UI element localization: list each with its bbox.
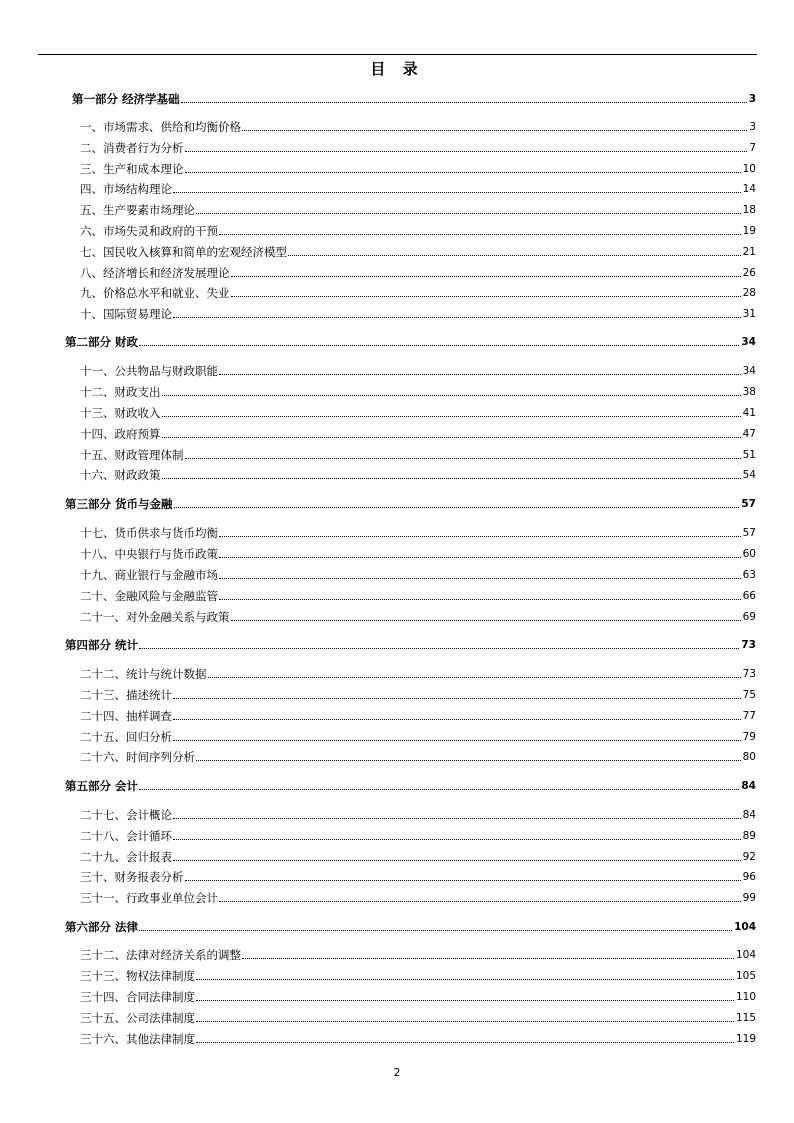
dot-leader (185, 879, 741, 881)
toc-entry-label: 二十八、会计循环 (80, 829, 172, 843)
toc-entry[interactable] (80, 1009, 756, 1025)
toc-entry-label: 十九、商业银行与金融市场 (80, 568, 218, 582)
dot-leader (173, 316, 741, 318)
dot-leader (139, 788, 739, 790)
toc-entry[interactable] (80, 728, 756, 744)
toc-entry-page: 18 (742, 204, 756, 216)
toc-entry-page: 99 (742, 892, 756, 904)
toc-entry-label: 二十九、会计报表 (80, 850, 172, 864)
toc-entry[interactable] (80, 1030, 756, 1046)
toc-entry-label: 第六部分 法律 (65, 920, 139, 934)
toc-entry-page: 84 (742, 809, 756, 821)
dot-leader (196, 759, 741, 761)
toc-entry-page: 110 (735, 991, 756, 1003)
toc-entry-label: 十三、财政收入 (80, 406, 161, 420)
dot-leader (173, 697, 741, 699)
dot-leader (196, 212, 741, 214)
toc-entry[interactable] (80, 587, 756, 603)
toc-entry-page: 104 (734, 921, 756, 933)
toc-entry[interactable] (80, 967, 756, 983)
toc-entry-label: 十二、财政支出 (80, 385, 161, 399)
toc-entry[interactable] (80, 686, 756, 702)
page-number: 2 (393, 1067, 401, 1079)
toc-entry-page: 63 (742, 569, 756, 581)
toc-entry-page: 73 (741, 639, 756, 651)
dot-leader (185, 171, 741, 173)
toc-entry-label: 二十四、抽样调查 (80, 709, 172, 723)
toc-entry-page: 38 (742, 386, 756, 398)
toc-entry[interactable] (80, 466, 756, 482)
toc-entry-label: 三十二、法律对经济关系的调整 (80, 948, 241, 962)
toc-entry-page: 14 (742, 183, 756, 195)
toc-entry-page: 105 (735, 970, 756, 982)
dot-leader (196, 1020, 734, 1022)
toc-entry-label: 六、市场失灵和政府的干预 (80, 224, 218, 238)
toc-part-entry[interactable] (72, 90, 756, 106)
dot-leader (173, 718, 741, 720)
toc-title: 目 录 (370, 60, 424, 78)
toc-entry[interactable] (80, 988, 756, 1004)
toc-entry[interactable] (80, 284, 756, 300)
toc-entry-label: 二十二、统计与统计数据 (80, 667, 207, 681)
toc-entry-page: 51 (742, 449, 756, 461)
dot-leader (185, 457, 741, 459)
dot-leader (288, 254, 741, 256)
toc-entry-page: 7 (749, 142, 756, 154)
toc-entry-label: 五、生产要素市场理论 (80, 203, 195, 217)
toc-entry-page: 57 (742, 527, 756, 539)
toc-entry[interactable] (80, 243, 756, 259)
toc-entry-page: 10 (742, 163, 756, 175)
dot-leader (162, 394, 741, 396)
toc-entry[interactable] (80, 748, 756, 764)
toc-entry[interactable] (80, 139, 756, 155)
toc-entry-page: 34 (741, 336, 756, 348)
toc-entry-page: 89 (742, 830, 756, 842)
dot-leader (173, 817, 741, 819)
dot-leader (196, 978, 734, 980)
toc-entry-page: 19 (742, 225, 756, 237)
dot-leader (219, 556, 741, 558)
toc-entry-label: 十四、政府预算 (80, 427, 161, 441)
dot-leader (196, 1041, 734, 1043)
toc-entry[interactable] (80, 827, 756, 843)
toc-entry[interactable] (80, 264, 756, 280)
toc-entry-label: 七、国民收入核算和简单的宏观经济模型 (80, 245, 287, 259)
dot-leader (139, 647, 739, 649)
toc-entry-label: 四、市场结构理论 (80, 182, 172, 196)
toc-entry-label: 十八、中央银行与货币政策 (80, 547, 218, 561)
dot-leader (162, 415, 741, 417)
toc-entry-label: 十、国际贸易理论 (80, 307, 172, 321)
toc-entry-page: 84 (741, 780, 756, 792)
toc-entry-label: 第三部分 货币与金融 (65, 497, 173, 511)
toc-entry[interactable] (80, 222, 756, 238)
toc-entry-label: 十一、公共物品与财政职能 (80, 364, 218, 378)
toc-entry-page: 57 (741, 498, 756, 510)
toc-entry-label: 九、价格总水平和就业、失业 (80, 286, 230, 300)
toc-entry-label: 三、生产和成本理论 (80, 162, 184, 176)
dot-leader (231, 619, 741, 621)
dot-leader (219, 598, 741, 600)
toc-entry-label: 二十七、会计概论 (80, 808, 172, 822)
toc-part-entry[interactable] (65, 777, 756, 793)
toc-entry[interactable] (80, 889, 756, 905)
dot-leader (139, 929, 732, 931)
toc-entry-label: 二、消费者行为分析 (80, 141, 184, 155)
dot-leader (219, 577, 741, 579)
toc-entry-label: 十七、货币供求与货币均衡 (80, 526, 218, 540)
dot-leader (219, 373, 741, 375)
toc-entry[interactable] (80, 180, 756, 196)
toc-part-entry[interactable] (65, 495, 756, 511)
dot-leader (196, 999, 734, 1001)
dot-leader (174, 506, 740, 508)
toc-entry-page: 21 (742, 246, 756, 258)
toc-entry-page: 54 (742, 469, 756, 481)
toc-entry-page: 34 (742, 365, 756, 377)
toc-entry-label: 二十三、描述统计 (80, 688, 172, 702)
toc-entry-page: 80 (742, 751, 756, 763)
toc-entry-page: 3 (748, 93, 756, 105)
toc-entry[interactable] (80, 848, 756, 864)
dot-leader (219, 233, 741, 235)
toc-entry-label: 第一部分 经济学基础 (72, 92, 180, 106)
toc-entry[interactable] (80, 404, 756, 420)
toc-entry-page: 41 (742, 407, 756, 419)
dot-leader (231, 295, 741, 297)
toc-entry[interactable] (80, 946, 756, 962)
toc-entry-label: 三十五、公司法律制度 (80, 1011, 195, 1025)
toc-entry[interactable] (80, 383, 756, 399)
dot-leader (173, 859, 741, 861)
toc-entry-label: 三十、财务报表分析 (80, 870, 184, 884)
toc-entry-page: 3 (749, 121, 756, 133)
dot-leader (162, 477, 741, 479)
toc-entry[interactable] (80, 524, 756, 540)
dot-leader (173, 191, 741, 193)
toc-entry-page: 119 (735, 1033, 756, 1045)
toc-entry-label: 第四部分 统计 (65, 638, 139, 652)
toc-entry-page: 26 (742, 267, 756, 279)
header-rule (38, 54, 757, 55)
toc-entry[interactable] (80, 707, 756, 723)
toc-entry-label: 三十一、行政事业单位会计 (80, 891, 218, 905)
toc-entry[interactable] (80, 160, 756, 176)
dot-leader (242, 129, 747, 131)
toc-entry-label: 二十六、时间序列分析 (80, 750, 195, 764)
dot-leader (181, 101, 747, 103)
toc-entry[interactable] (80, 118, 756, 134)
toc-entry[interactable] (80, 868, 756, 884)
dot-leader (208, 676, 741, 678)
toc-entry[interactable] (80, 545, 756, 561)
toc-entry[interactable] (80, 608, 756, 624)
toc-entry-page: 73 (742, 668, 756, 680)
toc-entry-label: 三十四、合同法律制度 (80, 990, 195, 1004)
toc-entry-page: 77 (742, 710, 756, 722)
toc-entry-label: 一、市场需求、供给和均衡价格 (80, 120, 241, 134)
toc-entry[interactable] (80, 362, 756, 378)
toc-entry-page: 66 (742, 590, 756, 602)
toc-part-entry[interactable] (65, 918, 756, 934)
dot-leader (185, 150, 748, 152)
toc-entry-label: 第二部分 财政 (65, 335, 139, 349)
toc-entry-page: 69 (742, 611, 756, 623)
dot-leader (219, 900, 741, 902)
toc-entry[interactable] (80, 806, 756, 822)
toc-entry[interactable] (80, 425, 756, 441)
toc-entry-page: 104 (735, 949, 756, 961)
dot-leader (242, 957, 734, 959)
toc-entry-label: 二十一、对外金融关系与政策 (80, 610, 230, 624)
dot-leader (231, 275, 741, 277)
toc-entry[interactable] (80, 201, 756, 217)
dot-leader (162, 436, 741, 438)
toc-entry-label: 第五部分 会计 (65, 779, 139, 793)
toc-entry-page: 31 (742, 308, 756, 320)
toc-entry-page: 75 (742, 689, 756, 701)
toc-entry-page: 92 (742, 851, 756, 863)
toc-entry-label: 三十三、物权法律制度 (80, 969, 195, 983)
dot-leader (173, 739, 741, 741)
toc-entry-page: 79 (742, 731, 756, 743)
toc-part-entry[interactable] (65, 636, 756, 652)
toc-entry-page: 115 (735, 1012, 756, 1024)
toc-entry-label: 十五、财政管理体制 (80, 448, 184, 462)
toc-entry-label: 二十五、回归分析 (80, 730, 172, 744)
toc-entry[interactable] (80, 665, 756, 681)
dot-leader (219, 535, 741, 537)
toc-entry-label: 三十六、其他法律制度 (80, 1032, 195, 1046)
toc-entry-page: 28 (742, 287, 756, 299)
toc-entry-label: 十六、财政政策 (80, 468, 161, 482)
toc-entry[interactable] (80, 305, 756, 321)
toc-entry-page: 96 (742, 871, 756, 883)
toc-entry-label: 二十、金融风险与金融监管 (80, 589, 218, 603)
dot-leader (139, 344, 739, 346)
dot-leader (173, 838, 741, 840)
toc-part-entry[interactable] (65, 333, 756, 349)
toc-entry[interactable] (80, 566, 756, 582)
toc-entry-page: 47 (742, 428, 756, 440)
toc-entry-label: 八、经济增长和经济发展理论 (80, 266, 230, 280)
toc-entry[interactable] (80, 446, 756, 462)
toc-entry-page: 60 (742, 548, 756, 560)
